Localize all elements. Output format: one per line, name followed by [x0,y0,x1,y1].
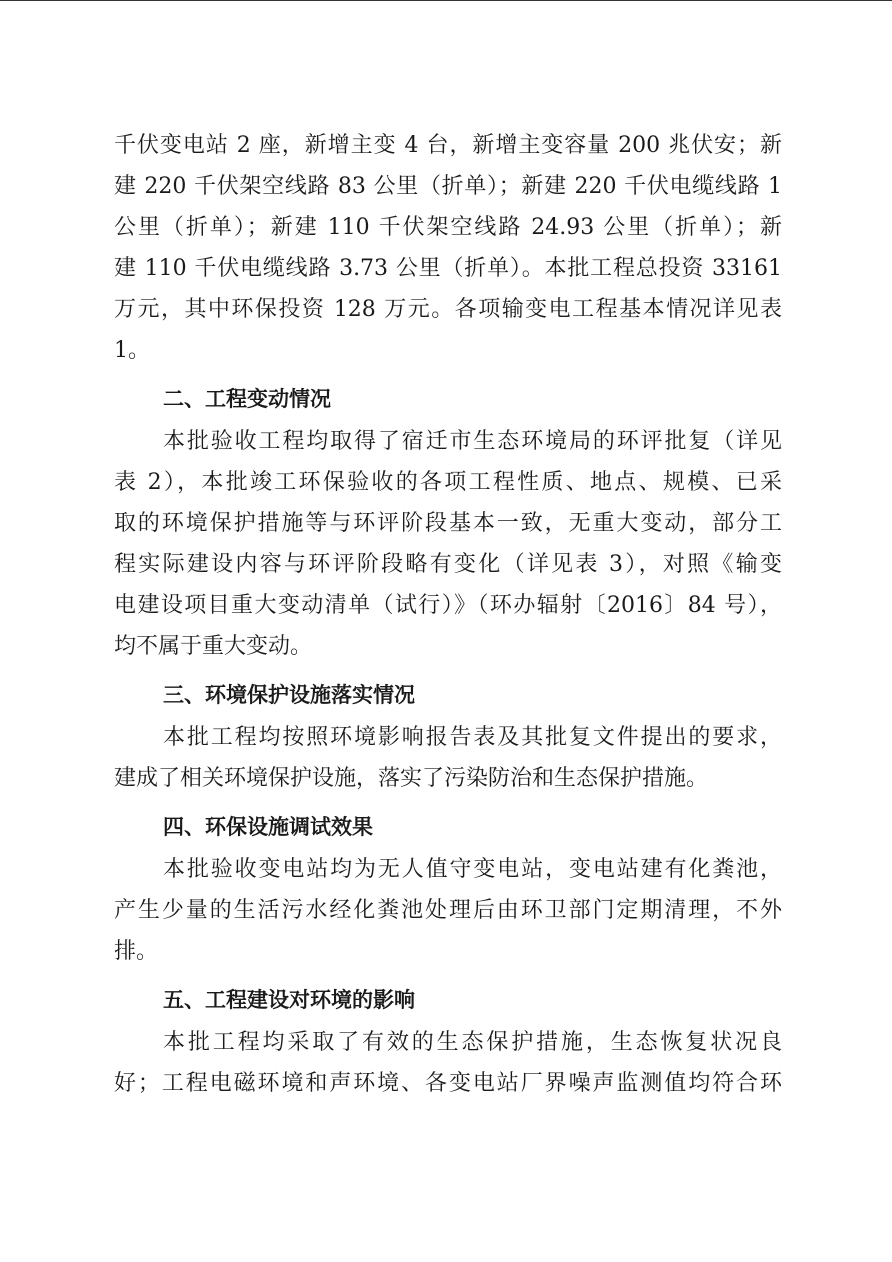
text-line: 产生少量的生活污水经化粪池处理后由环卫部门定期清理，不外 [114,898,782,923]
text-line: 程实际建设内容与环评阶段略有变化（详见表 3），对照《输变 [114,552,782,577]
section-heading: 五、工程建设对环境的影响 [163,988,415,1012]
paragraph-first-line: 本批工程均采取了有效的生态保护措施，生态恢复状况良 [163,1030,782,1055]
text-line: 公里（折单）；新建 110 千伏架空线路 24.93 公里（折单）；新 [114,215,782,240]
text-line: 表 2），本批竣工环保验收的各项工程性质、地点、规模、已采 [114,470,782,495]
paragraph-first-line: 本批工程均按照环境影响报告表及其批复文件提出的要求， [163,725,782,750]
paragraph-last-line: 排。 [114,939,159,964]
text-line: 好；工程电磁环境和声环境、各变电站厂界噪声监测值均符合环 [114,1071,782,1096]
text-line: 千伏变电站 2 座，新增主变 4 台，新增主变容量 200 兆伏安；新 [114,133,782,158]
paragraph-first-line: 本批验收工程均取得了宿迁市生态环境局的环评批复（详见 [163,429,782,454]
section-heading: 四、环保设施调试效果 [163,815,373,839]
text-line: 电建设项目重大变动清单（试行）》（环办辐射〔2016〕84 号）， [114,593,782,618]
paragraph-last-line: 1。 [114,338,150,363]
section-heading: 三、环境保护设施落实情况 [163,683,415,707]
text-line: 取的环境保护措施等与环评阶段基本一致，无重大变动，部分工 [114,511,782,536]
document-body [114,125,782,1104]
text-line: 万元，其中环保投资 128 万元。各项输变电工程基本情况详见表 [114,297,782,322]
text-line: 建 220 千伏架空线路 83 公里（折单）；新建 220 千伏电缆线路 1 [114,174,782,199]
paragraph-first-line: 本批验收变电站均为无人值守变电站，变电站建有化粪池， [163,857,782,882]
text-line: 建 110 千伏电缆线路 3.73 公里（折单）。本批工程总投资 33161 [114,256,782,281]
section-heading: 二、工程变动情况 [163,387,331,411]
paragraph-last-line: 均不属于重大变动。 [114,634,313,659]
paragraph-last-line: 建成了相关环境保护设施，落实了污染防治和生态保护措施。 [114,766,709,791]
